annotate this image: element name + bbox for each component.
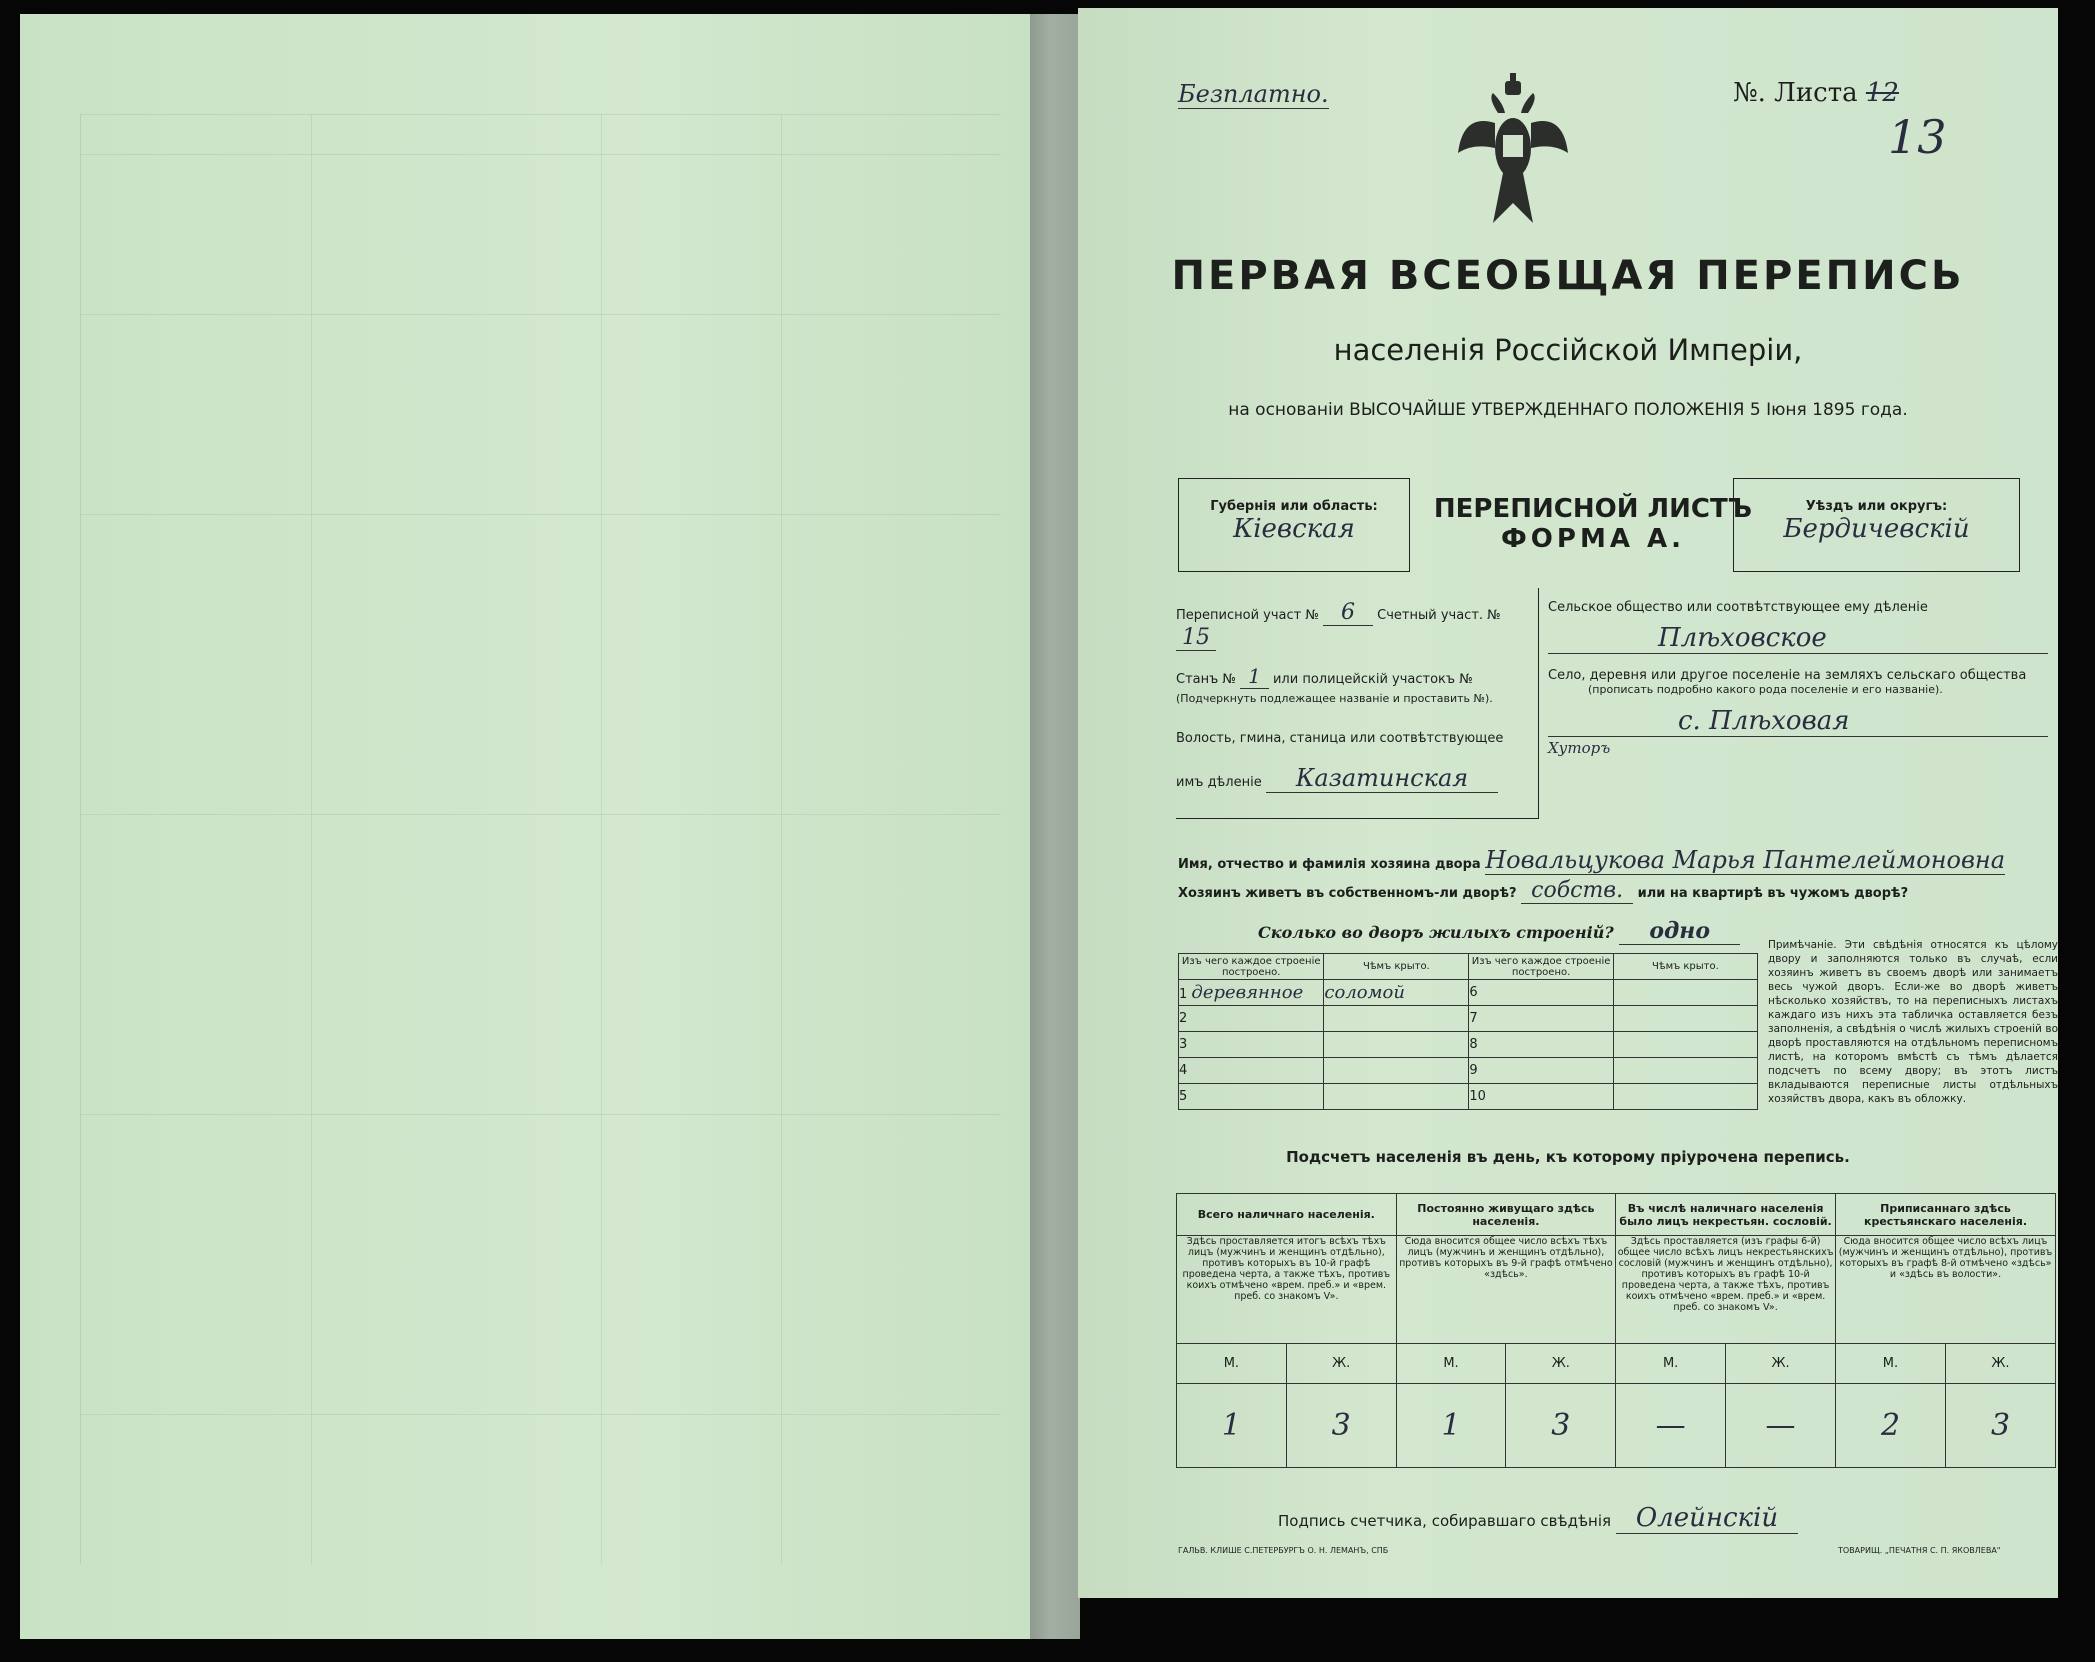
sheet-title: ПЕРЕПИСНОЙ ЛИСТЪ: [1433, 494, 1753, 524]
district-box: [1733, 478, 2020, 572]
f-label: Ж.: [1726, 1344, 1836, 1384]
stan-value: 1: [1240, 664, 1269, 689]
district-label: Уѣздъ или округъ:: [1805, 499, 1948, 514]
note-text: Примѣчаніе. Эти свѣдѣнія относятся къ цѣлому двору и заполняются только въ случаѣ, если хозяинъ живетъ въ своемъ дворѣ или занимаетъ весь чужой дворъ. Если-же во дворѣ живетъ нѣсколько хозяйствъ, то на переписныхъ листахъ каждаго изъ нихъ эта табличка оставляется безъ заполненія, а свѣдѣнія о числѣ жилыхъ строеній во дворѣ проставляются на отдѣльномъ переписномъ листѣ, на которомъ вмѣстѣ съ тѣмъ дѣлается подсчетъ по всему двору; въ этотъ листъ вкладываются переписные листы отдѣльныхъ хозяйствъ двора, какъ въ обложку.: [1768, 939, 2058, 1105]
binding-strip: [1030, 14, 1080, 1639]
form-subtitle: населенія Россійской Имперіи,: [1333, 333, 1803, 367]
double-headed-eagle-icon: [1453, 73, 1573, 233]
signature-row: Подпись счетчика, собиравшаго свѣдѣнія Олейнскій: [1278, 1503, 1798, 1533]
row1-roof: соломой: [1324, 982, 1405, 1003]
m-label: М.: [1396, 1344, 1506, 1384]
tally-value: —: [1616, 1384, 1726, 1468]
tally-value: 1: [1396, 1384, 1506, 1468]
volost-label: Волость, гмина, станица или соотвѣтствующее: [1176, 731, 1504, 746]
printer-right: ТОВАРИЩ. „ПЕЧАТНЯ С. П. ЯКОВЛЕВА": [1838, 1546, 2001, 1555]
buildings-table: [1178, 953, 1758, 1110]
tally-col-desc: Здѣсь проставляется (изъ графы 6-й) общее число всѣхъ лицъ некрестьянскихъ сословій (мужчинъ и женщинъ отдѣльно), противъ которыхъ въ графѣ 10-й проведена черта, а также тѣхъ, противъ коихъ отмѣчено «врем. преб.» и «врем. преб. со знакомъ V».: [1616, 1236, 1836, 1344]
col-material-2: Изъ чего каждое строеніе построено.: [1469, 954, 1614, 980]
census-area-value: 6: [1323, 600, 1373, 626]
form-title: ПЕРВАЯ ВСЕОБЩАЯ ПЕРЕПИСЬ: [1171, 253, 1965, 299]
f-label: Ж.: [1506, 1344, 1616, 1384]
tally-col-desc: Здѣсь проставляется итогъ всѣхъ тѣхъ лицъ (мужчинъ и женщинъ отдѣльно), противъ которыхъ въ 10-й графѣ проведена черта, а также тѣхъ, противъ коихъ отмѣчено «врем. преб.» и «врем. преб. со знакомъ V».: [1177, 1236, 1397, 1344]
tally-value: —: [1726, 1384, 1836, 1468]
col-roof: Чѣмъ крыто.: [1324, 954, 1469, 980]
province-label: Губернія или область:: [1210, 499, 1378, 514]
settlement-block: [1548, 588, 2048, 818]
tally-col-desc: Сюда вносится общее число всѣхъ тѣхъ лицъ (мужчинъ и женщинъ отдѣльно), противъ которыхъ въ 9-й графѣ отмѣчено «здѣсь».: [1396, 1236, 1616, 1344]
left-page: [20, 14, 1030, 1639]
ownership-value: собств.: [1521, 878, 1633, 904]
row1-material: деревянное: [1191, 982, 1304, 1003]
volost-value: Казатинская: [1266, 764, 1498, 793]
census-area-row: Переписной участ № 6 Счетный участ. № 15: [1176, 600, 1501, 650]
tally-value: 1: [1177, 1384, 1287, 1468]
village-extra: Хуторъ: [1548, 739, 1611, 757]
province-box: [1178, 478, 1410, 572]
district-value: Бердичевскій: [1783, 514, 1970, 544]
printer-left: ГАЛЬВ. КЛИШЕ С.ПЕТЕРБУРГЪ О. Н. ЛЕМАНЪ, СПБ: [1178, 1546, 1389, 1555]
tally-value: 3: [1506, 1384, 1616, 1468]
tally-col-head: Приписаннаго здѣсь крестьянскаго населенія.: [1836, 1194, 2056, 1236]
tally-value: 3: [1286, 1384, 1396, 1468]
sheet-title-box: [1408, 478, 1778, 570]
underline-note: (Подчеркнуть подлежащее названіе и проставить №).: [1176, 692, 1493, 705]
col-material: Изъ чего каждое строеніе построено.: [1179, 954, 1324, 980]
tally-col-desc: Сюда вносится общее число всѣхъ лицъ (мужчинъ и женщинъ отдѣльно), противъ которыхъ въ графѣ 8-й отмѣчено «здѣсь» и «здѣсь въ волости».: [1836, 1236, 2056, 1344]
tally-value: 3: [1945, 1384, 2055, 1468]
village-label: Село, деревня или другое поселеніе на земляхъ сельскаго общества: [1548, 668, 2027, 683]
table-row: 3 8: [1179, 1032, 1758, 1058]
bleed-through-grid: [80, 114, 1001, 1564]
col-roof-2: Чѣмъ крыто.: [1613, 954, 1757, 980]
tally-heading: Подсчетъ населенія въ день, къ которому пріурочена перепись.: [1286, 1148, 1850, 1166]
province-value: Кіевская: [1233, 514, 1355, 544]
sheet-number-label: №. Листа: [1733, 78, 1858, 108]
census-form-page: [1078, 8, 2058, 1598]
m-label: М.: [1836, 1344, 1946, 1384]
f-label: Ж.: [1945, 1344, 2055, 1384]
owner-name-row: Имя, отчество и фамилія хозяина двора Новальцукова Марья Пантелеймоновна: [1178, 846, 2006, 874]
count-area-value: 15: [1176, 625, 1216, 651]
sheet-number: [1733, 78, 1899, 108]
table-row: 1 деревянное соломой 6: [1179, 980, 1758, 1006]
buildings-value: одно: [1619, 918, 1740, 945]
sheet-number-new: 13: [1888, 110, 1947, 164]
village-value: с. Плѣховая: [1548, 706, 2048, 737]
society-value: Плѣховское: [1548, 623, 2048, 654]
form-basis: на основаніи ВЫСОЧАЙШЕ УТВЕРЖДЕННАГО ПОЛОЖЕНІЯ 5 Іюня 1895 года.: [1228, 400, 1908, 420]
tally-col-head: Всего наличнаго населенія.: [1177, 1194, 1397, 1236]
volost-row: имъ дѣленіе Казатинская: [1176, 764, 1538, 792]
sheet-number-old: 12: [1865, 78, 1899, 108]
ownership-row: Хозяинъ живетъ въ собственномъ-ли дворѣ? собств. или на квартирѣ въ чужомъ дворѣ?: [1178, 878, 1909, 903]
village-note: (прописать подробно какого рода поселеніе и его названіе).: [1588, 683, 1943, 696]
m-label: М.: [1616, 1344, 1726, 1384]
table-row: 5 10: [1179, 1084, 1758, 1110]
buildings-row: Сколько во дворъ жилыхъ строеній? одно: [1258, 918, 1740, 944]
owner-name-value: Новальцукова Марья Пантелеймоновна: [1485, 846, 2006, 874]
society-label: Сельское общество или соотвѣтствующее ему дѣленіе: [1548, 600, 1928, 615]
tally-col-head: Въ числѣ наличнаго населенія было лицъ некрестьян. сословій.: [1616, 1194, 1836, 1236]
area-info-block: [1176, 588, 1539, 819]
signature-value: Олейнскій: [1616, 1503, 1798, 1534]
tally-value: 2: [1836, 1384, 1946, 1468]
form-letter: ФОРМА А.: [1501, 524, 1685, 554]
f-label: Ж.: [1286, 1344, 1396, 1384]
free-label: Безплатно.: [1178, 80, 1329, 108]
tally-col-head: Постоянно живущаго здѣсь населенія.: [1396, 1194, 1616, 1236]
tally-table: [1176, 1193, 2056, 1468]
table-row: 2 7: [1179, 1006, 1758, 1032]
table-row: 4 9: [1179, 1058, 1758, 1084]
stan-row: Станъ № 1 или полицейскій участокъ №: [1176, 664, 1473, 688]
m-label: М.: [1177, 1344, 1287, 1384]
